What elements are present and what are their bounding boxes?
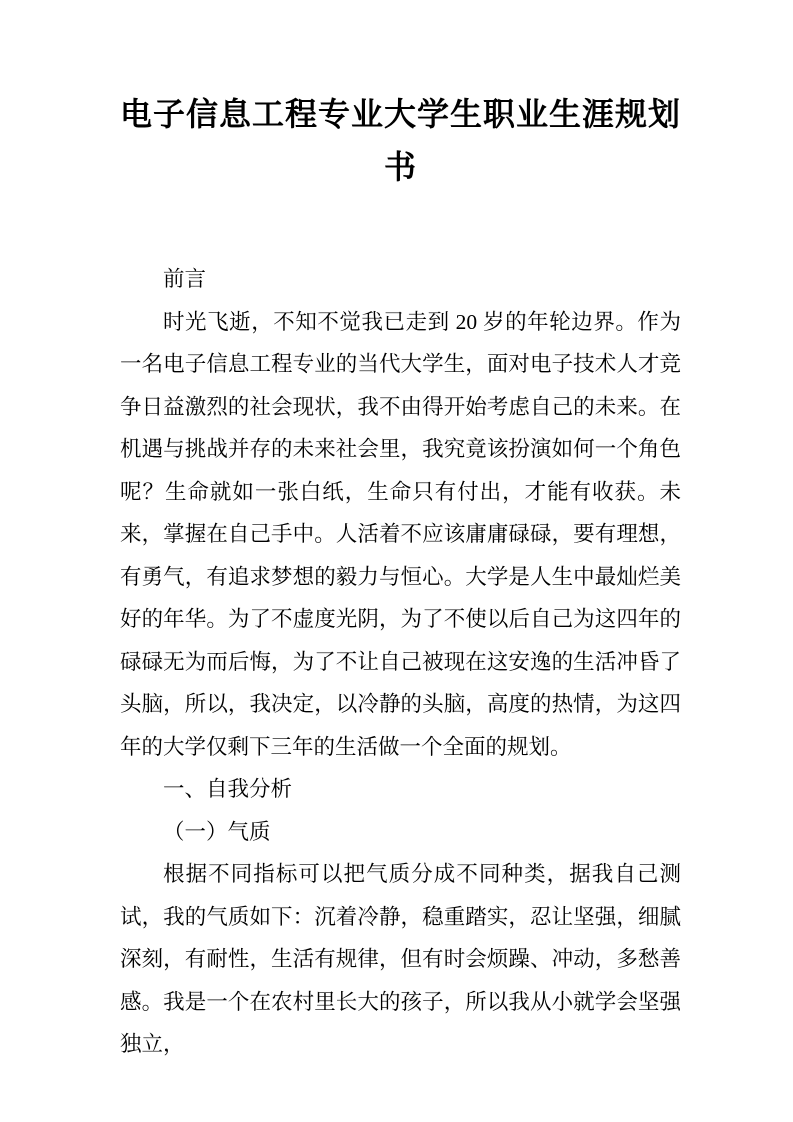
section-heading-self-analysis: 一、自我分析 <box>163 777 293 801</box>
preface-heading: 前言 <box>163 267 207 291</box>
document-body <box>120 258 681 1066</box>
subsection-heading-temperament: （一）气质 <box>163 819 271 844</box>
document-title: 电子信息工程专业大学生职业生涯规划书 <box>120 96 682 185</box>
preface-paragraph: 时光飞逝，不知不觉我已走到 20 岁的年轮边界。作为一名电子信息工程专业的当代大学生，面对电子技术人才竞争日益激烈的社会现状，我不由得开始考虑自己的未来。在机遇与挑战并存的未来社会里，我究竟该扮演如何一个角色呢？生命就如一张白纸，生命只有付出，才能有收获。未来，掌握在自己手中。人活着不应该庸庸碌碌，要有理想，有勇气，有追求梦想的毅力与恒心。大学是人生中最灿烂美好的年华。为了不虚度光阴，为了不使以后自己为这四年的碌碌无为而后悔，为了不让自己被现在这安逸的生活冲昏了头脑，所以，我决定，以冷静的头脑，高度的热情，为这四年的大学仅剩下三年的生活做一个全面的规划。 <box>120 309 681 759</box>
temperament-paragraph: 根据不同指标可以把气质分成不同种类，据我自己测试，我的气质如下：沉着冷静，稳重踏实，忍让坚强，细腻深刻，有耐性，生活有规律，但有时会烦躁、冲动，多愁善感。我是一个在农村里长大的孩子，所以我从小就学会坚强独立， <box>120 862 681 1056</box>
